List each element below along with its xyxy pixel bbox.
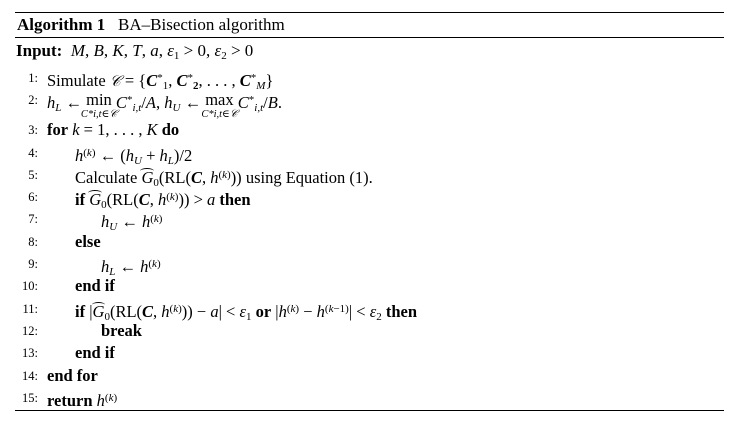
line-number: 6: [28, 190, 38, 205]
line-content: end if [75, 276, 115, 296]
line-7 [15, 208, 724, 234]
line-number: 10: [22, 279, 38, 294]
min-subscript: C*i,t∈𝒞 [80, 109, 118, 121]
algorithm-block [15, 12, 724, 411]
line-number: 4: [28, 145, 38, 160]
line-number: 7: [28, 212, 38, 227]
line-number: 5: [28, 167, 38, 182]
line-11 [15, 298, 724, 323]
line-5 [15, 164, 724, 189]
line-content: if $|G_0(RL(C$, $h^{(k)})) - a| < \varepsilon_1$ or $|h^{(k)} - h^{(k-1)}| < \varepsilon_2$ then [75, 301, 417, 323]
line-number: 15: [22, 390, 38, 405]
line-content: break [101, 320, 142, 340]
line-content: return $h^{(k)}$ [47, 390, 118, 410]
line-number: 3: [28, 123, 38, 138]
line-content: $h_L$ ← min C*i,t∈𝒞 $C^*_{i,t}/A$, $h_U$ ← max C*i,t∈𝒞 $C^*_{i,t}/B$. [47, 89, 282, 119]
input-label: Input: [16, 41, 63, 60]
word-simulate: Simulate [47, 71, 106, 90]
line-content: $h_L$ ← $h^{(k)}$ [101, 257, 161, 279]
line-number: 13: [22, 346, 38, 361]
line-content: for k = 1, . . . , K do [47, 120, 180, 140]
line-number: 11: [22, 301, 38, 316]
algorithm-lines [15, 67, 724, 409]
line-content: end if [75, 343, 115, 363]
line-number: 1: [28, 71, 38, 85]
line-8 [15, 231, 724, 253]
input-params: M, B, K, T, a, $\varepsilon_1 > 0$, $\varepsilon_2 > 0$ [70, 41, 254, 62]
line-content: $h_U$ ← $h^{(k)}$ [101, 212, 163, 234]
algorithm-caption [15, 13, 724, 37]
bottom-rule [15, 410, 724, 411]
line-content: Calculate $G_0(RL(C$, $h^{(k)}$)) using Equation (1). [75, 167, 373, 189]
min-operator: min C*i,t∈𝒞 [86, 89, 112, 111]
line-content: else [75, 231, 101, 251]
line-13 [15, 342, 724, 364]
line-number: 12: [22, 323, 38, 338]
line-1 [15, 67, 724, 92]
line-2 [15, 89, 724, 119]
line-12 [15, 320, 724, 342]
line-number: 8: [28, 234, 38, 249]
input-line [15, 40, 724, 67]
max-subscript: C*i,t∈𝒞 [201, 109, 238, 121]
algorithm-title: BA–Bisection algorithm [118, 15, 285, 34]
line-15 [15, 387, 724, 409]
line-content: Simulate 𝒞 = {$C^*_1$, $C^*_2$, . . . , $C^*_M$} [47, 71, 274, 92]
line-content: $h^{(k)}$ ← $(h_U + h_L)/2$ [75, 145, 193, 167]
line-14 [15, 365, 724, 387]
line-number: 2: [28, 93, 38, 108]
line-content: if $G_0(RL(C$, $h^{(k)})) > a$ then [75, 190, 251, 212]
line-4 [15, 142, 724, 167]
algorithm-label: Algorithm 1 [17, 15, 106, 34]
line-3 [15, 119, 724, 141]
max-operator: max C*i,t∈𝒞 [205, 89, 233, 111]
line-10 [15, 275, 724, 297]
caption-rule [15, 37, 724, 38]
line-number: 14: [22, 368, 38, 383]
line-6 [15, 186, 724, 212]
line-9 [15, 253, 724, 279]
line-number: 9: [28, 257, 38, 272]
line-content: end for [47, 365, 98, 385]
